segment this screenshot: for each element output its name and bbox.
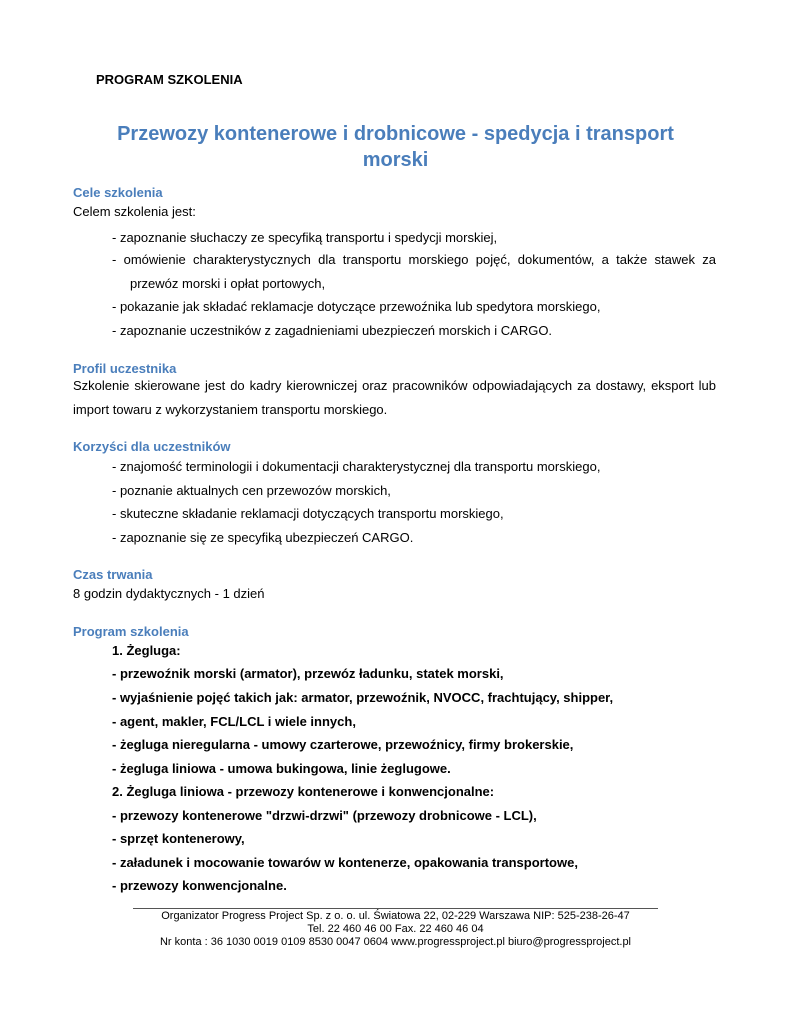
document-label: PROGRAM SZKOLENIA [96, 72, 243, 87]
section-heading-goals: Cele szkolenia [73, 185, 163, 200]
list-item: - zapoznanie się ze specyfiką ubezpieczeń CARGO. [112, 530, 414, 545]
footer-phone: Tel. 22 460 46 00 Fax. 22 460 46 04 [307, 923, 484, 935]
program-item: - przewozy kontenerowe "drzwi-drzwi" (przewozy drobnicowe - LCL), [112, 808, 537, 823]
footer-organizer: Organizator Progress Project Sp. z o. o. ul. Światowa 22, 02-229 Warszawa NIP: 525-238-26-47 [161, 910, 630, 922]
list-item: - pokazanie jak składać reklamacje dotyczące przewoźnika lub spedytora morskiego, [112, 299, 601, 314]
program-item: - żegluga liniowa - umowa bukingowa, linie żeglugowe. [112, 761, 451, 776]
program-item: - przewoźnik morski (armator), przewóz ładunku, statek morski, [112, 666, 504, 681]
program-item: 2. Żegluga liniowa - przewozy kontenerowe i konwencjonalne: [112, 784, 495, 799]
duration-text: 8 godzin dydaktycznych - 1 dzień [73, 586, 265, 601]
list-item: - skuteczne składanie reklamacji dotyczących transportu morskiego, [112, 506, 504, 521]
list-item: - zapoznanie uczestników z zagadnieniami ubezpieczeń morskich i CARGO. [112, 323, 553, 338]
program-item: - wyjaśnienie pojęć takich jak: armator, przewoźnik, NVOCC, frachtujący, shipper, [112, 690, 614, 705]
list-item: - zapoznanie słuchaczy ze specyfiką transportu i spedycji morskiej, [112, 230, 498, 245]
program-item: - załadunek i mocowanie towarów w kontenerze, opakowania transportowe, [112, 855, 578, 870]
program-item: 1. Żegluga: [112, 643, 181, 658]
footer-account: Nr konta : 36 1030 0019 0109 8530 0047 0604 www.progressproject.pl biuro@progressproject.pl [159, 936, 632, 948]
profile-text: Szkolenie skierowane jest do kadry kierowniczej oraz pracowników odpowiadających za dostawy, eksport lub import towaru z wykorzystaniem transportu morskiego. [73, 378, 716, 417]
list-item [112, 248, 716, 295]
section-heading-program: Program szkolenia [73, 624, 189, 639]
list-item-continuation: przewóz morski i opłat portowych, [130, 275, 326, 291]
program-item: - sprzęt kontenerowy, [112, 831, 245, 846]
section-heading-duration: Czas trwania [73, 567, 153, 582]
goals-intro: Celem szkolenia jest: [73, 204, 196, 219]
program-item: - przewozy konwencjonalne. [112, 878, 287, 893]
list-item: - poznanie aktualnych cen przewozów morskich, [112, 483, 391, 498]
section-heading-profile: Profil uczestnika [73, 361, 177, 376]
program-item: - agent, makler, FCL/LCL i wiele innych, [112, 714, 356, 729]
footer-divider [133, 908, 658, 909]
list-item-text: - omówienie charakterystycznych dla transportu morskiego pojęć, dokumentów, a także stawek za [112, 252, 716, 267]
page-title: Przewozy kontenerowe i drobnicowe - spedycja i transport morski [117, 123, 674, 171]
program-item: - żegluga nieregularna - umowy czarterowe, przewoźnicy, firmy brokerskie, [112, 737, 574, 752]
section-heading-benefits: Korzyści dla uczestników [73, 439, 231, 454]
list-item: - znajomość terminologii i dokumentacji charakterystycznej dla transportu morskiego, [112, 459, 601, 474]
